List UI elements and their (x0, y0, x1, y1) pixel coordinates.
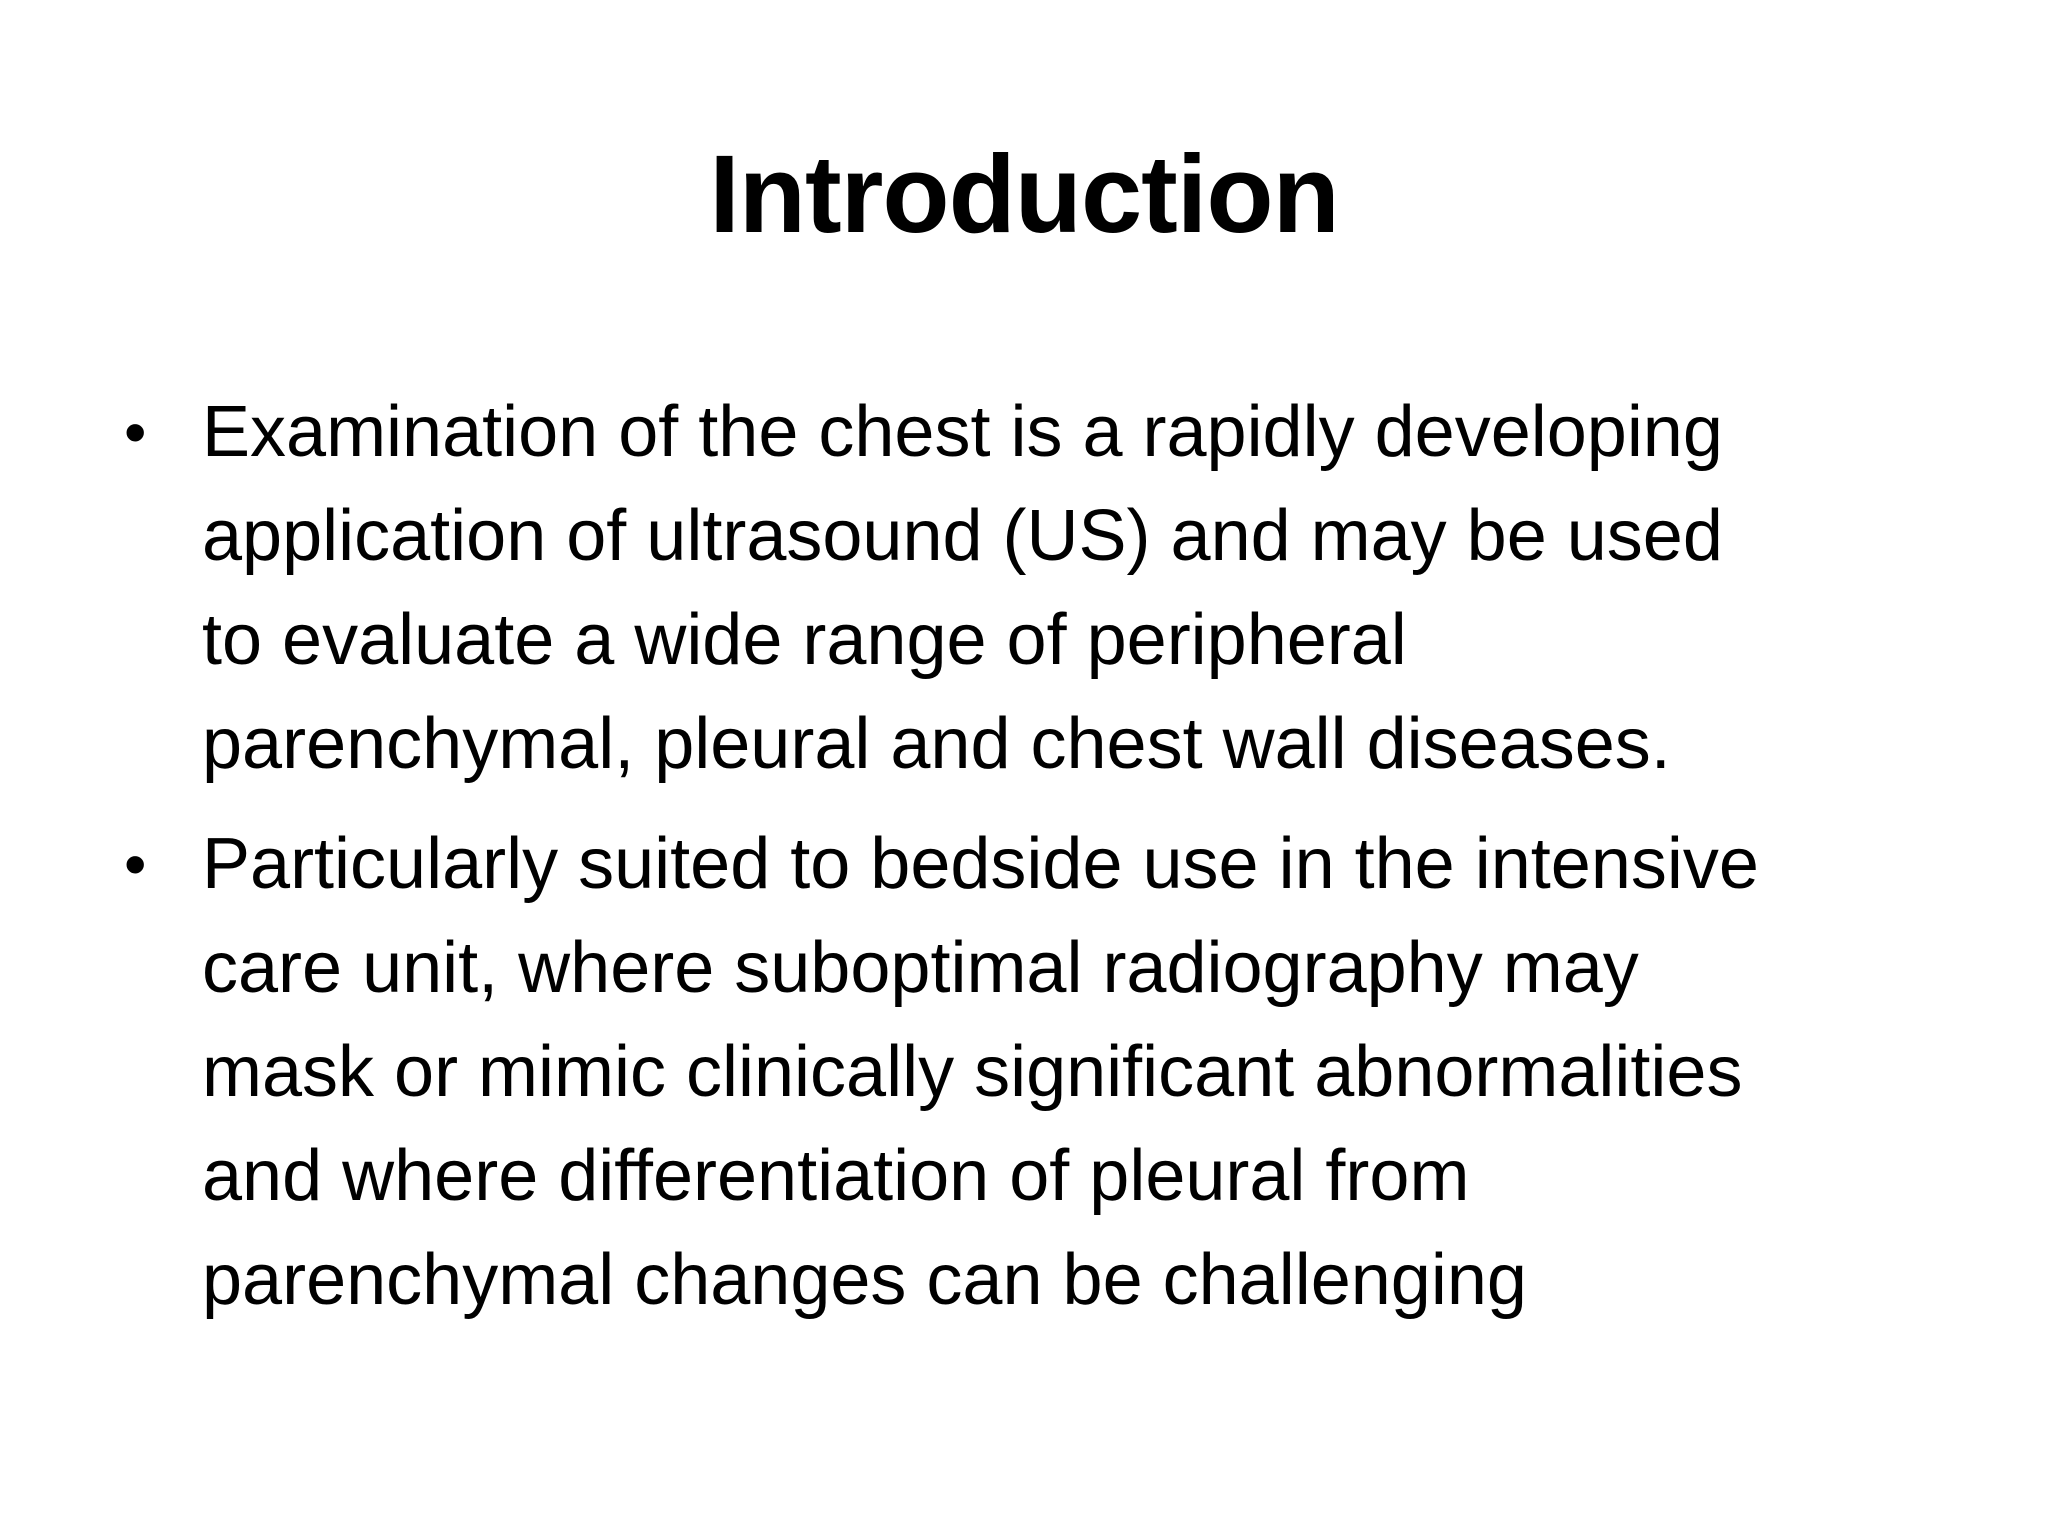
bullet-1-line-3: to evaluate a wide range of peripheral (202, 600, 1407, 680)
bullet-2-line-4: and where differentiation of pleural from (202, 1136, 1470, 1216)
bullet-1-line-1: Examination of the chest is a rapidly developing (202, 392, 1723, 472)
bullet-list (120, 380, 1960, 1348)
bullet-1-line-2: application of ultrasound (US) and may be used (202, 496, 1723, 576)
bullet-1-line-4: parenchymal, pleural and chest wall diseases. (202, 704, 1671, 784)
bullet-icon: • (124, 396, 147, 468)
bullet-item-2 (120, 812, 1960, 1332)
bullet-2-line-5: parenchymal changes can be challenging (202, 1240, 1527, 1320)
bullet-2-line-1: Particularly suited to bedside use in the intensive (202, 824, 1759, 904)
bullet-icon: • (124, 828, 147, 900)
bullet-2-line-2: care unit, where suboptimal radiography may (202, 928, 1639, 1008)
bullet-item-1 (120, 380, 1960, 796)
bullet-2-line-3: mask or mimic clinically significant abnormalities (202, 1032, 1743, 1112)
slide-title: Introduction (709, 133, 1339, 256)
